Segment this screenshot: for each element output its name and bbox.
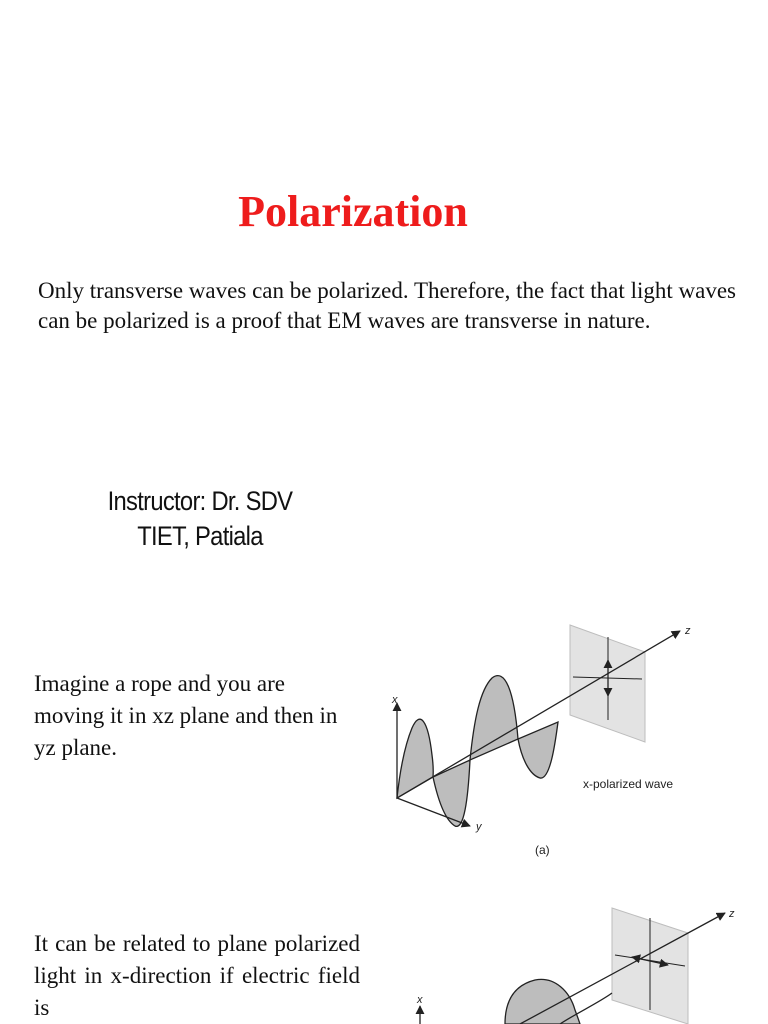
plane-polarized-paragraph: It can be related to plane polarized light in x-direction if electric field is [34, 931, 360, 1020]
instructor-name: Instructor: Dr. SDV [107, 486, 293, 516]
rope-paragraph: Imagine a rope and you are moving it in xz plane and then in yz plane. [34, 671, 338, 760]
x-axis-label: x [392, 694, 398, 706]
x-axis-label-b: x [417, 994, 423, 1006]
figure-caption: (a) [535, 843, 550, 857]
y-axis-label: y [476, 821, 482, 833]
wave-shape-b [505, 979, 580, 1024]
slide-title: Polarization [238, 187, 468, 236]
institute-name: TIET, Patiala [137, 521, 263, 551]
wave-label: x-polarized wave [583, 777, 674, 791]
intro-paragraph: Only transverse waves can be polarized. Therefore, the fact that light waves can be polarized is a proof that EM waves are transverse in nature. [38, 278, 736, 333]
z-axis-label: z [685, 625, 691, 637]
z-axis-label-b: z [729, 908, 735, 920]
